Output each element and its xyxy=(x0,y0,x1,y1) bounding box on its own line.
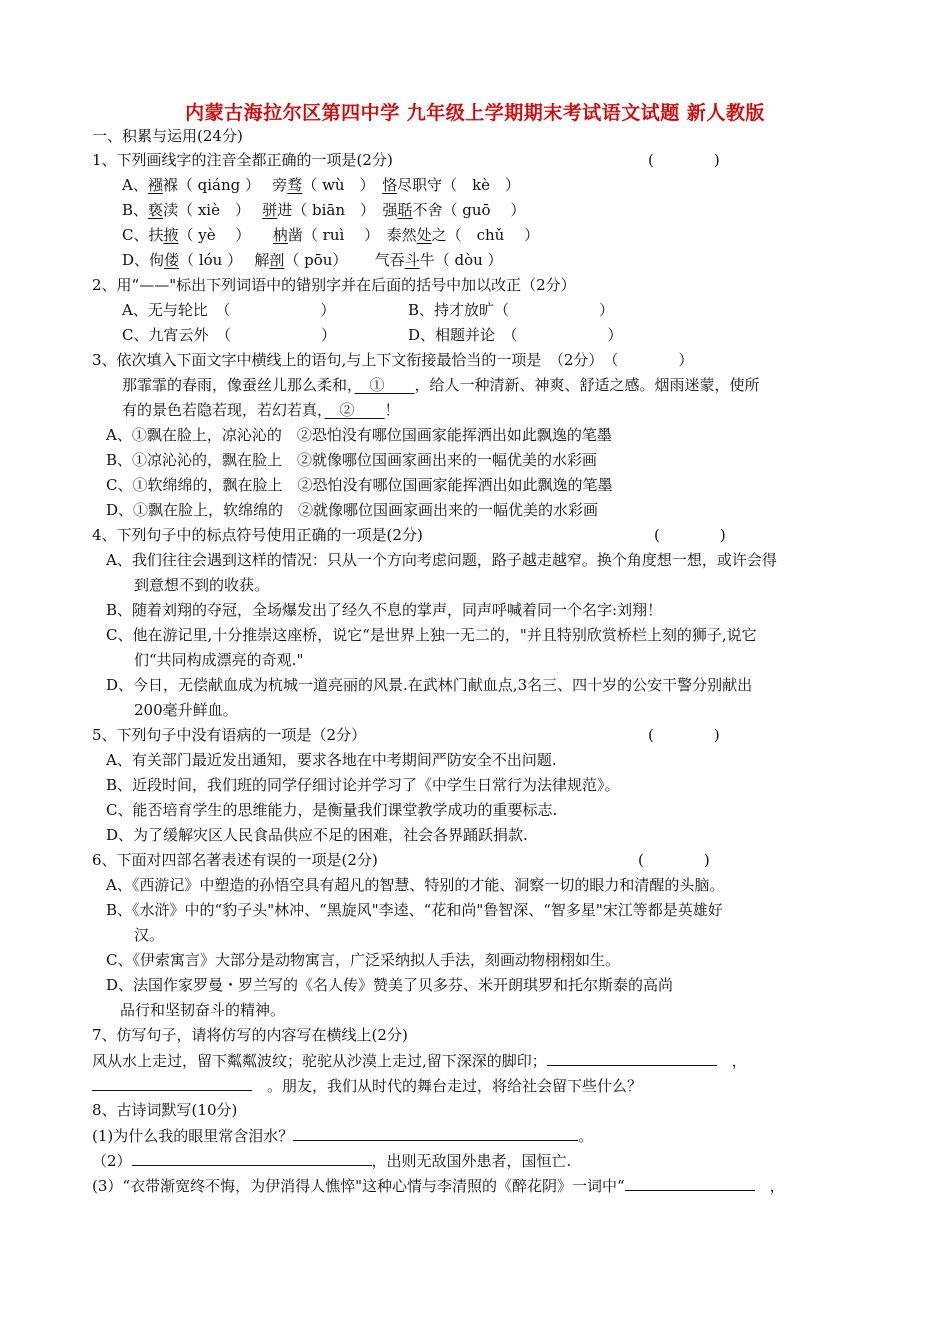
q2-option-d: D、相题并论 （ ） xyxy=(408,326,623,344)
q3-option-c: C、①软绵绵的，飘在脸上 ②恐怕没有哪位国画家能挥洒出如此飘逸的笔墨 xyxy=(106,476,613,494)
q4-option-c-cont: 们“共同构成漂亮的奇观." xyxy=(134,651,304,669)
q4-option-d: D、今日，无偿献血成为杭城一道亮丽的风景.在武林门献血点,3名三、四十岁的公安干警分别献出 xyxy=(106,676,753,694)
q3-passage-line-1: 那霏霏的春雨，像蚕丝儿那么柔和， ① ，给人一种清新、神爽、舒适之感。烟雨迷蒙，使所 xyxy=(122,376,760,394)
q8-item-1: (1)为什么我的眼里常含泪水？ 。 xyxy=(92,1127,594,1145)
q6-option-c: C、《伊索寓言》大部分是动物寓言，广泛采纳拟人手法，刻画动物栩栩如生。 xyxy=(106,951,620,969)
question-5-stem: 5、下列句子中没有语病的一项是（2分） xyxy=(92,726,367,744)
q3-blank-2: ② xyxy=(324,401,385,419)
q5-option-b: B、近段时间，我们班的同学仔细讨论并学习了《中学生日常行为法律规范》。 xyxy=(106,776,620,794)
question-3-stem: 3、依次填入下面文字中横线上的语句,与上下文衔接最恰当的一项是 （2分） （ ） xyxy=(92,351,694,369)
q4-option-b: B、随着刘翔的夺冠，全场爆发出了经久不息的掌声，同声呼喊着同一个名字:刘翔！ xyxy=(106,601,663,619)
q4-option-d-cont: 200毫升鲜血。 xyxy=(134,701,238,719)
q7-blank-2[interactable] xyxy=(92,1075,252,1091)
question-5-answer-paren: ( ) xyxy=(648,726,720,744)
q3-passage-line-2: 有的景色若隐若现，若幻若真， ② ！ xyxy=(122,401,400,419)
q6-option-a: A、《西游记》中塑造的孙悟空具有超凡的智慧、特别的才能、洞察一切的眼力和清醒的头脑。 xyxy=(106,876,725,894)
q2-option-a: A、无与轮比 （ ） xyxy=(122,301,336,319)
q8-blank-3[interactable] xyxy=(625,1175,755,1191)
q3-option-a: A、①飘在脸上，凉沁沁的 ②恐怕没有哪位国画家能挥洒出如此飘逸的笔墨 xyxy=(106,426,612,444)
section-heading: 一、积累与运用(24分) xyxy=(92,127,243,145)
question-1-stem: 1、下列画线字的注音全都正确的一项是(2分) xyxy=(92,151,393,169)
question-1-answer-paren: ( ) xyxy=(648,151,720,169)
q8-item-2: （2） ，出则无敌国外患者，国恒亡. xyxy=(92,1152,572,1170)
q6-option-d-cont: 品行和坚韧奋斗的精神。 xyxy=(120,1001,286,1019)
q2-option-b: B、持才放旷（ ） xyxy=(408,301,615,319)
q1-option-c: C、扶掖（ yè ） 枘凿（ ruì ） 泰然处之（ chǔ ） xyxy=(122,226,540,244)
question-6-answer-paren: ( ) xyxy=(638,851,710,869)
question-4-stem: 4、下列句子中的标点符号使用正确的一项是(2分) xyxy=(92,526,423,544)
q7-blank-1[interactable] xyxy=(547,1050,717,1066)
q2-option-c: C、九宵云外 （ ） xyxy=(122,326,336,344)
q8-item-3: (3）“衣带渐宽终不悔，为伊消得人憔悴"这种心情与李清照的《醉花阴》一词中“ ， xyxy=(92,1177,785,1195)
q6-option-d: D、法国作家罗曼・罗兰写的《名人传》赞美了贝多芬、米开朗琪罗和托尔斯泰的高尚 xyxy=(106,976,674,994)
q4-option-c: C、他在游记里,十分推崇这座桥，说它“是世界上独一无二的，"并且特别欣赏桥栏上刻的狮子,说它 xyxy=(106,626,757,644)
q1-option-d: D、佝偻（ lóu ） 解剖（ pōu） 气吞斗牛（ dòu ） xyxy=(122,251,503,269)
question-8-stem: 8、古诗词默写(10分) xyxy=(92,1101,238,1119)
q1-option-a: A、襁褓（ qiáng ） 旁骛（ wù ） 恪尽职守（ kè ） xyxy=(122,176,521,194)
page-title: 内蒙古海拉尔区第四中学 九年级上学期期末考试语文试题 新人教版 xyxy=(185,102,765,124)
q8-blank-1[interactable] xyxy=(293,1125,578,1141)
q5-option-d: D、为了缓解灾区人民食品供应不足的困难，社会各界踊跃捐款. xyxy=(106,826,528,844)
q7-prompt-line-1: 风从水上走过，留下粼粼波纹；驼驼从沙漠上走过,留下深深的脚印； ， xyxy=(92,1052,747,1070)
q3-blank-1: ① xyxy=(354,376,415,394)
q1-option-b: B、亵渎（ xiè ） 骈进（ biān ） 强聒不舍（ guō ） xyxy=(122,201,526,219)
question-2-stem: 2、用“——"标出下列词语中的错别字并在后面的括号中加以改正（2分） xyxy=(92,276,576,294)
q5-option-c: C、能否培育学生的思维能力，是衡量我们课堂教学成功的重要标志. xyxy=(106,801,558,819)
q4-option-a-cont: 到意想不到的收获。 xyxy=(134,576,270,594)
question-6-stem: 6、下面对四部名著表述有误的一项是(2分) xyxy=(92,851,378,869)
q6-option-b: B、《水浒》中的“豹子头"林冲、“黑旋风"李逵、“花和尚"鲁智深、“智多星"宋江等都是英雄好 xyxy=(106,901,723,919)
question-4-answer-paren: ( ) xyxy=(654,526,726,544)
q6-option-b-cont: 汉。 xyxy=(134,926,165,944)
q8-blank-2[interactable] xyxy=(132,1150,372,1166)
q5-option-a: A、有关部门最近发出通知，要求各地在中考期间严防安全不出问题. xyxy=(106,751,557,769)
q3-option-b: B、①凉沁沁的，飘在脸上 ②就像哪位国画家画出来的一幅优美的水彩画 xyxy=(106,451,598,469)
question-7-stem: 7、仿写句子，请将仿写的内容写在横线上(2分) xyxy=(92,1026,408,1044)
q7-prompt-line-2: 。朋友，我们从时代的舞台走过，将给社会留下些什么？ xyxy=(92,1075,642,1096)
q3-option-d: D、①飘在脸上，软绵绵的 ②就像哪位国画家画出来的一幅优美的水彩画 xyxy=(106,501,599,519)
q4-option-a: A、我们往往会遇到这样的情况：只从一个方向考虑问题，路子越走越窄。换个角度想一想，或许会得 xyxy=(106,551,777,569)
